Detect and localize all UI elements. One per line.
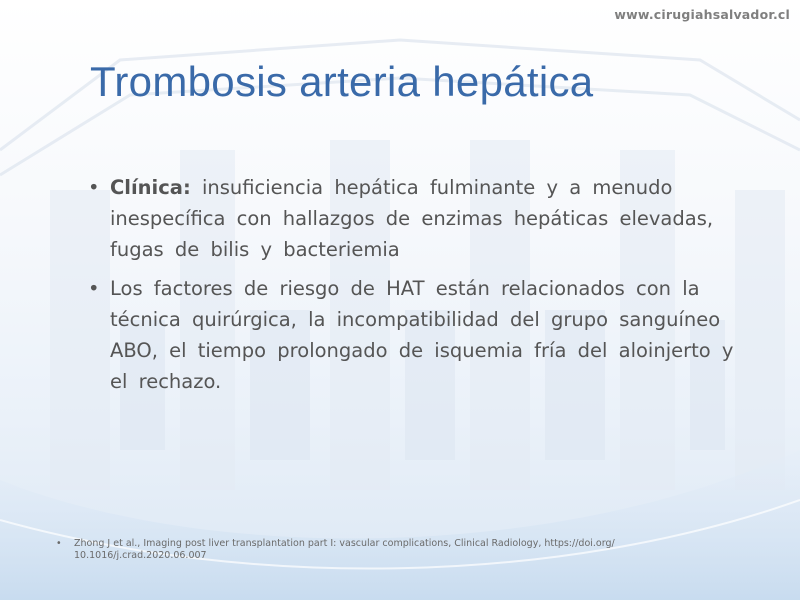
bullet-label: Clínica: bbox=[110, 176, 191, 199]
bullet-dot: • bbox=[88, 176, 100, 199]
reference-item bbox=[56, 538, 676, 562]
bullet-list bbox=[88, 172, 748, 405]
reference-list bbox=[56, 538, 676, 562]
bullet-text: insuficiencia hepática fulminante y a menudo inespecífica con hallazgos de enzimas hepáticas elevadas, fugas de bilis y bacteriemia bbox=[110, 176, 714, 261]
site-url[interactable]: www.cirugiahsalvador.cl bbox=[614, 7, 790, 22]
slide-title: Trombosis arteria hepática bbox=[90, 58, 594, 105]
bottom-swoosh bbox=[0, 390, 800, 600]
bullet-dot: • bbox=[56, 538, 62, 549]
bullet-text: Los factores de riesgo de HAT están relacionados con la técnica quirúrgica, la incompatibilidad del grupo sanguíneo ABO, el tiempo prolongado de isquemia fría del aloinjerto y el rechazo. bbox=[110, 277, 734, 393]
reference-text: Zhong J et al., Imaging post liver transplantation part I: vascular complications, Clinical Radiology, https://doi.org/ 10.1016/j.crad.2020.06.007 bbox=[74, 538, 615, 561]
bullet-item-risk-factors bbox=[88, 273, 748, 397]
bullet-dot: • bbox=[88, 277, 100, 300]
bullet-item-clinica bbox=[88, 172, 748, 265]
